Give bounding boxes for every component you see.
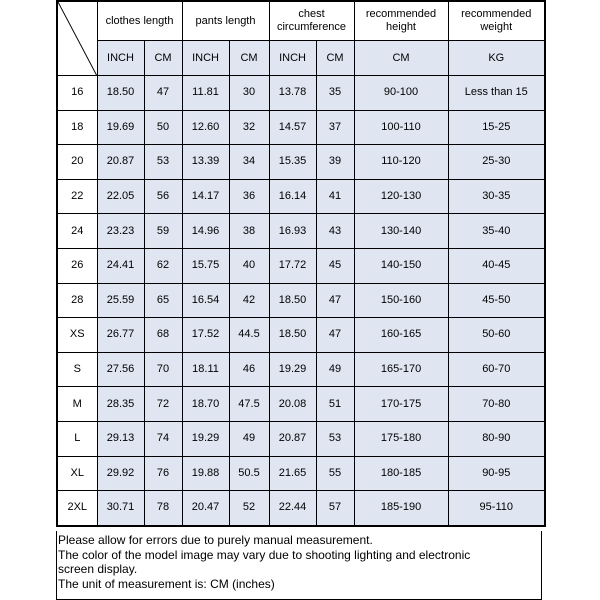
chest-cm-cell: 57 xyxy=(316,491,354,526)
header-chest-circumference: chest circumference xyxy=(269,1,354,41)
table-row xyxy=(57,76,545,111)
recommended-weight-cell: 60-70 xyxy=(448,352,545,387)
pants-length-inch-cell: 18.70 xyxy=(182,387,229,422)
clothes-length-inch-cell: 29.92 xyxy=(97,456,144,491)
table-row xyxy=(57,283,545,318)
pants-length-cm-cell: 40 xyxy=(229,248,269,283)
table-row xyxy=(57,456,545,491)
size-cell: XL xyxy=(57,456,97,491)
size-cell: L xyxy=(57,421,97,456)
clothes-length-inch-cell: 27.56 xyxy=(97,352,144,387)
chest-cm-cell: 45 xyxy=(316,248,354,283)
recommended-weight-cell: 40-45 xyxy=(448,248,545,283)
size-cell: 20 xyxy=(57,145,97,180)
table-row xyxy=(57,352,545,387)
clothes-length-inch-cell: 28.35 xyxy=(97,387,144,422)
clothes-length-cm-cell: 50 xyxy=(144,110,182,145)
size-cell: XS xyxy=(57,318,97,353)
recommended-height-cell: 150-160 xyxy=(354,283,448,318)
chest-inch-cell: 16.14 xyxy=(269,179,316,214)
clothes-length-cm-cell: 62 xyxy=(144,248,182,283)
recommended-weight-cell: 30-35 xyxy=(448,179,545,214)
table-row xyxy=(57,110,545,145)
clothes-length-inch-cell: 26.77 xyxy=(97,318,144,353)
unit-row xyxy=(57,41,545,76)
table-row xyxy=(57,421,545,456)
chest-inch-cell: 21.65 xyxy=(269,456,316,491)
size-table xyxy=(56,0,546,527)
recommended-weight-cell: 70-80 xyxy=(448,387,545,422)
pants-length-inch-cell: 18.11 xyxy=(182,352,229,387)
chest-inch-cell: 16.93 xyxy=(269,214,316,249)
clothes-length-inch-cell: 20.87 xyxy=(97,145,144,180)
size-cell: M xyxy=(57,387,97,422)
size-cell: 18 xyxy=(57,110,97,145)
recommended-height-cell: 165-170 xyxy=(354,352,448,387)
unit-clothes-cm: CM xyxy=(144,41,182,76)
recommended-height-cell: 90-100 xyxy=(354,76,448,111)
recommended-height-cell: 185-190 xyxy=(354,491,448,526)
clothes-length-cm-cell: 74 xyxy=(144,421,182,456)
unit-pants-inch: INCH xyxy=(182,41,229,76)
clothes-length-inch-cell: 19.69 xyxy=(97,110,144,145)
table-row xyxy=(57,145,545,180)
clothes-length-inch-cell: 23.23 xyxy=(97,214,144,249)
chest-inch-cell: 19.29 xyxy=(269,352,316,387)
recommended-height-cell: 130-140 xyxy=(354,214,448,249)
recommended-height-cell: 170-175 xyxy=(354,387,448,422)
pants-length-inch-cell: 17.52 xyxy=(182,318,229,353)
pants-length-cm-cell: 38 xyxy=(229,214,269,249)
note-line: Please allow for errors due to purely manual measurement. xyxy=(58,533,373,547)
table-row xyxy=(57,318,545,353)
chest-inch-cell: 22.44 xyxy=(269,491,316,526)
table-row xyxy=(57,179,545,214)
chest-cm-cell: 49 xyxy=(316,352,354,387)
unit-chest-inch: INCH xyxy=(269,41,316,76)
chest-cm-cell: 55 xyxy=(316,456,354,491)
chest-inch-cell: 15.35 xyxy=(269,145,316,180)
chest-cm-cell: 37 xyxy=(316,110,354,145)
recommended-height-cell: 110-120 xyxy=(354,145,448,180)
pants-length-inch-cell: 20.47 xyxy=(182,491,229,526)
pants-length-cm-cell: 49 xyxy=(229,421,269,456)
size-cell: 24 xyxy=(57,214,97,249)
recommended-height-cell: 120-130 xyxy=(354,179,448,214)
table-row xyxy=(57,387,545,422)
table-row xyxy=(57,491,545,526)
recommended-height-cell: 175-180 xyxy=(354,421,448,456)
unit-pants-cm: CM xyxy=(229,41,269,76)
pants-length-cm-cell: 52 xyxy=(229,491,269,526)
pants-length-cm-cell: 36 xyxy=(229,179,269,214)
header-recommended-weight: recommended weight xyxy=(448,1,545,41)
note-line: The color of the model image may vary due to shooting lighting and electronic xyxy=(58,547,471,562)
clothes-length-cm-cell: 47 xyxy=(144,76,182,111)
recommended-height-cell: 180-185 xyxy=(354,456,448,491)
pants-length-inch-cell: 14.17 xyxy=(182,179,229,214)
clothes-length-inch-cell: 24.41 xyxy=(97,248,144,283)
recommended-weight-cell: 15-25 xyxy=(448,110,545,145)
header-pants-length: pants length xyxy=(182,1,269,41)
chest-inch-cell: 17.72 xyxy=(269,248,316,283)
pants-length-cm-cell: 32 xyxy=(229,110,269,145)
clothes-length-cm-cell: 78 xyxy=(144,491,182,526)
chest-inch-cell: 20.08 xyxy=(269,387,316,422)
recommended-weight-cell: 35-40 xyxy=(448,214,545,249)
clothes-length-inch-cell: 22.05 xyxy=(97,179,144,214)
recommended-height-cell: 140-150 xyxy=(354,248,448,283)
chest-inch-cell: 14.57 xyxy=(269,110,316,145)
size-cell: 28 xyxy=(57,283,97,318)
chest-inch-cell: 13.78 xyxy=(269,76,316,111)
clothes-length-cm-cell: 59 xyxy=(144,214,182,249)
recommended-weight-cell: 90-95 xyxy=(448,456,545,491)
clothes-length-cm-cell: 72 xyxy=(144,387,182,422)
clothes-length-cm-cell: 56 xyxy=(144,179,182,214)
recommended-weight-cell: Less than 15 xyxy=(448,76,545,111)
pants-length-cm-cell: 44.5 xyxy=(229,318,269,353)
pants-length-cm-cell: 30 xyxy=(229,76,269,111)
pants-length-inch-cell: 16.54 xyxy=(182,283,229,318)
pants-length-inch-cell: 15.75 xyxy=(182,248,229,283)
pants-length-cm-cell: 42 xyxy=(229,283,269,318)
clothes-length-inch-cell: 29.13 xyxy=(97,421,144,456)
pants-length-inch-cell: 19.29 xyxy=(182,421,229,456)
pants-length-inch-cell: 13.39 xyxy=(182,145,229,180)
recommended-weight-cell: 45-50 xyxy=(448,283,545,318)
pants-length-cm-cell: 47.5 xyxy=(229,387,269,422)
clothes-length-inch-cell: 25.59 xyxy=(97,283,144,318)
corner-cell xyxy=(57,1,97,76)
note-line: screen display. xyxy=(58,562,138,576)
pants-length-inch-cell: 14.96 xyxy=(182,214,229,249)
chest-cm-cell: 51 xyxy=(316,387,354,422)
chest-cm-cell: 35 xyxy=(316,76,354,111)
pants-length-inch-cell: 12.60 xyxy=(182,110,229,145)
size-chart xyxy=(56,0,544,600)
recommended-height-cell: 100-110 xyxy=(354,110,448,145)
unit-chest-cm: CM xyxy=(316,41,354,76)
header-clothes-length: clothes length xyxy=(97,1,182,41)
size-cell: 16 xyxy=(57,76,97,111)
unit-clothes-inch: INCH xyxy=(97,41,144,76)
table-row xyxy=(57,214,545,249)
clothes-length-cm-cell: 70 xyxy=(144,352,182,387)
recommended-height-cell: 160-165 xyxy=(354,318,448,353)
chest-cm-cell: 53 xyxy=(316,421,354,456)
clothes-length-inch-cell: 18.50 xyxy=(97,76,144,111)
size-cell: S xyxy=(57,352,97,387)
size-cell: 26 xyxy=(57,248,97,283)
chest-inch-cell: 20.87 xyxy=(269,421,316,456)
chest-cm-cell: 47 xyxy=(316,283,354,318)
pants-length-inch-cell: 11.81 xyxy=(182,76,229,111)
unit-weight: KG xyxy=(448,41,545,76)
header-row xyxy=(57,1,545,41)
header-recommended-height: recommended height xyxy=(354,1,448,41)
table-row xyxy=(57,248,545,283)
unit-height: CM xyxy=(354,41,448,76)
recommended-weight-cell: 80-90 xyxy=(448,421,545,456)
pants-length-cm-cell: 46 xyxy=(229,352,269,387)
chest-cm-cell: 41 xyxy=(316,179,354,214)
pants-length-cm-cell: 34 xyxy=(229,145,269,180)
diagonal-line-icon xyxy=(58,2,97,75)
clothes-length-cm-cell: 68 xyxy=(144,318,182,353)
clothes-length-cm-cell: 76 xyxy=(144,456,182,491)
chest-cm-cell: 39 xyxy=(316,145,354,180)
clothes-length-cm-cell: 53 xyxy=(144,145,182,180)
size-cell: 22 xyxy=(57,179,97,214)
recommended-weight-cell: 50-60 xyxy=(448,318,545,353)
note-line: The unit of measurement is: CM (inches) xyxy=(58,576,275,591)
clothes-length-cm-cell: 65 xyxy=(144,283,182,318)
notes-box xyxy=(56,531,542,600)
clothes-length-inch-cell: 30.71 xyxy=(97,491,144,526)
chest-cm-cell: 43 xyxy=(316,214,354,249)
chest-cm-cell: 47 xyxy=(316,318,354,353)
pants-length-cm-cell: 50.5 xyxy=(229,456,269,491)
recommended-weight-cell: 95-110 xyxy=(448,491,545,526)
chest-inch-cell: 18.50 xyxy=(269,283,316,318)
recommended-weight-cell: 25-30 xyxy=(448,145,545,180)
chest-inch-cell: 18.50 xyxy=(269,318,316,353)
pants-length-inch-cell: 19.88 xyxy=(182,456,229,491)
size-cell: 2XL xyxy=(57,491,97,526)
